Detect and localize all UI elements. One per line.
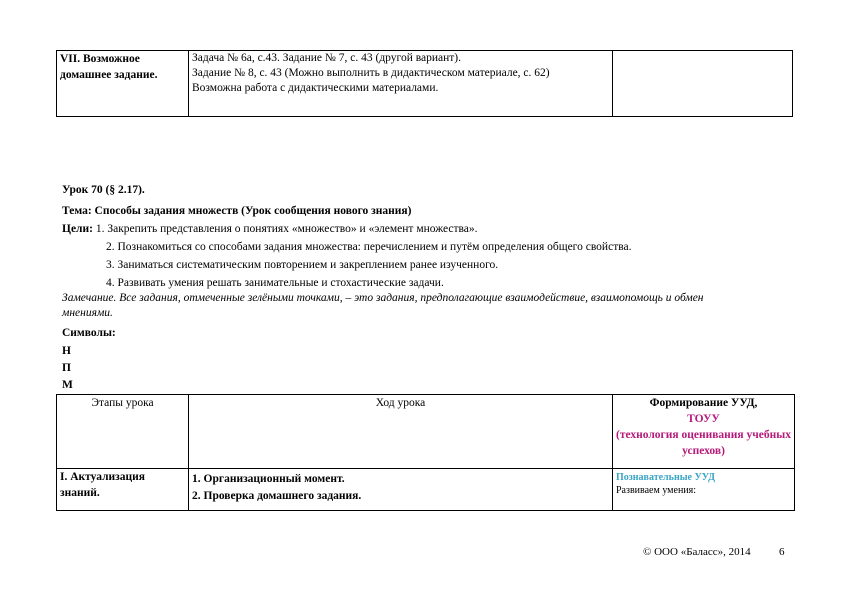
empty-uud-cell [613, 51, 793, 117]
lesson-title: Урок 70 (§ 2.17). [62, 184, 145, 196]
goal-4: 4. Развивать умения решать занимательные и стохастические задачи. [106, 277, 444, 289]
goals-label: Цели: [62, 223, 93, 235]
goal-3: 3. Заниматься систематическим повторением и закреплением ранее изученного. [106, 259, 499, 271]
symbol-p: П [62, 362, 71, 374]
lesson-table [56, 394, 795, 511]
row1-item-2: 2. Проверка домашнего задания. [192, 490, 362, 502]
header-uud-title: Формирование УУД, [649, 397, 758, 409]
header-toyy-desc: (технология оценивания учебных успехов) [616, 429, 791, 457]
stage-label: VII. Возможное домашнее задание. [60, 53, 158, 81]
goal-1: 1. Закрепить представления о понятиях «множество» и «элемент множества». [92, 223, 478, 235]
goal-2: 2. Познакомиться со способами задания множества: перечислением и путём определения общего свойства. [106, 241, 632, 253]
topic-text: Способы задания множеств (Урок сообщения нового знания) [91, 205, 412, 217]
stage-cell [57, 51, 189, 117]
homework-line: Задание № 8, с. 43 (Можно выполнить в дидактическом материале, с. 62) [192, 67, 550, 79]
header-stages-text: Этапы урока [91, 397, 154, 409]
lesson-topic [62, 204, 412, 219]
homework-line: Возможна работа с дидактическими материалами. [192, 82, 439, 94]
row1-stage-text: I. Актуализация знаний. [60, 471, 146, 499]
header-course-text: Ход урока [375, 397, 426, 409]
header-stages [57, 395, 189, 469]
note: Замечание. Все задания, отмеченные зелёными точками, – это задания, предполагающие взаимодействие, взаимопомощь и обмен мнениями. [62, 292, 704, 319]
homework-table [56, 50, 793, 117]
symbol-n: Н [62, 345, 71, 357]
homework-line: Задача № 6а, с.43. Задание № 7, с. 43 (другой вариант). [192, 52, 462, 64]
header-course [189, 395, 613, 469]
header-uud [613, 395, 795, 469]
homework-content-cell [189, 51, 613, 117]
symbol-m: М [62, 379, 73, 391]
topic-label: Тема: [62, 205, 92, 217]
footer-copyright: © ООО «Баласс», 2014 [643, 546, 751, 558]
row1-stage [57, 469, 189, 511]
row1-uud [613, 469, 795, 511]
symbols-label: Символы: [62, 327, 116, 339]
row1-uud-type: Познавательные УУД [616, 472, 716, 483]
row1-item-1: 1. Организационный момент. [192, 473, 345, 485]
goals [62, 222, 478, 237]
row1-course [189, 469, 613, 511]
row1-uud-skill: Развиваем умения: [616, 485, 697, 496]
header-toyy: ТОУУ [687, 413, 720, 425]
page-number: 6 [779, 546, 785, 558]
